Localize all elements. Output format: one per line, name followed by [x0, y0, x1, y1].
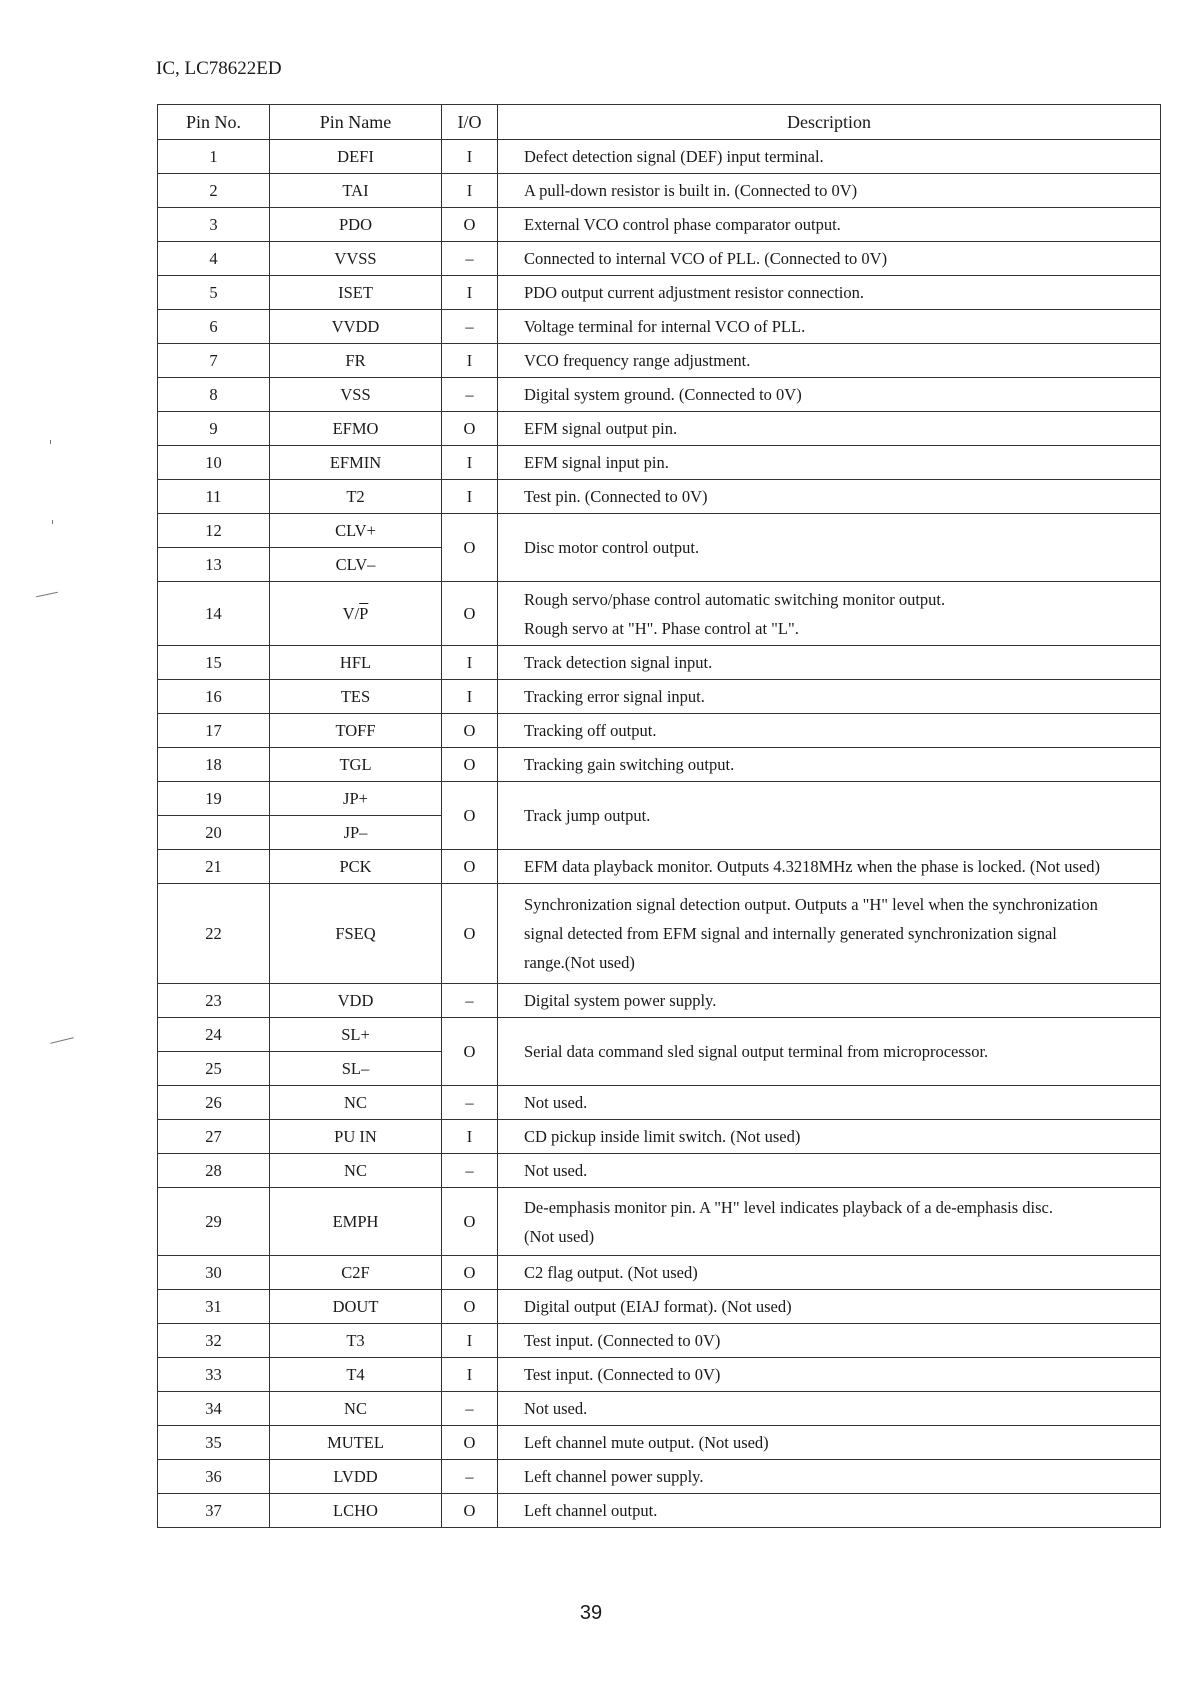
table-row: [158, 276, 1161, 310]
pin-io: I: [442, 646, 498, 680]
pin-io: I: [442, 140, 498, 174]
pin-number: 25: [158, 1052, 270, 1086]
pin-description: Tracking error signal input.: [498, 680, 1161, 714]
pin-description: PDO output current adjustment resistor connection.: [498, 276, 1161, 310]
pin-io: –: [442, 378, 498, 412]
pin-io: –: [442, 1154, 498, 1188]
pin-name-overline: $\overline{P}$: [359, 603, 369, 623]
pin-number: 33: [158, 1358, 270, 1392]
pin-number: 15: [158, 646, 270, 680]
table-row: [158, 782, 1161, 816]
table-row: [158, 446, 1161, 480]
pin-io: I: [442, 276, 498, 310]
pin-name: FR: [270, 344, 442, 378]
scan-mark: [50, 440, 51, 444]
pin-description: Not used.: [498, 1086, 1161, 1120]
description-line: Rough servo at "H". Phase control at "L".: [524, 618, 799, 638]
table-header-row: [158, 105, 1161, 140]
table-row: [158, 1188, 1161, 1256]
pin-name: LCHO: [270, 1494, 442, 1528]
pin-description: External VCO control phase comparator output.: [498, 208, 1161, 242]
pin-description: [498, 884, 1161, 984]
pin-name: DOUT: [270, 1290, 442, 1324]
pin-io: O: [442, 514, 498, 582]
scan-mark: [50, 1037, 74, 1044]
document-title: IC, LC78622ED: [156, 58, 282, 79]
pin-number: 24: [158, 1018, 270, 1052]
pin-name: T3: [270, 1324, 442, 1358]
pin-number: 14: [158, 582, 270, 646]
pin-io: I: [442, 480, 498, 514]
pin-io: O: [442, 1426, 498, 1460]
table-row: [158, 582, 1161, 646]
pin-description: EFM signal input pin.: [498, 446, 1161, 480]
header-io: I/O: [442, 105, 498, 140]
table-row: [158, 208, 1161, 242]
pin-name-prefix: V/: [342, 603, 360, 623]
pin-number: 26: [158, 1086, 270, 1120]
pin-name: VDD: [270, 984, 442, 1018]
pin-number: 29: [158, 1188, 270, 1256]
pin-io: O: [442, 884, 498, 984]
table-row: [158, 378, 1161, 412]
pin-number: 27: [158, 1120, 270, 1154]
pin-name: VVDD: [270, 310, 442, 344]
pin-io: I: [442, 174, 498, 208]
pin-name: MUTEL: [270, 1426, 442, 1460]
table-row: [158, 514, 1161, 548]
pin-description: Test input. (Connected to 0V): [498, 1324, 1161, 1358]
pin-description: Not used.: [498, 1154, 1161, 1188]
pin-io: I: [442, 446, 498, 480]
pin-name: CLV+: [270, 514, 442, 548]
pin-io: –: [442, 984, 498, 1018]
pin-name: EFMO: [270, 412, 442, 446]
table-row: [158, 748, 1161, 782]
pin-io: O: [442, 1018, 498, 1086]
pin-io: I: [442, 1358, 498, 1392]
pin-number: 19: [158, 782, 270, 816]
description-line: Rough servo/phase control automatic switching monitor output.: [524, 589, 946, 609]
pin-name: FSEQ: [270, 884, 442, 984]
pin-number: 1: [158, 140, 270, 174]
pin-description: Serial data command sled signal output terminal from microprocessor.: [498, 1018, 1161, 1086]
pin-name: JP+: [270, 782, 442, 816]
pin-io: O: [442, 582, 498, 646]
pin-description: Connected to internal VCO of PLL. (Connected to 0V): [498, 242, 1161, 276]
pin-name: TGL: [270, 748, 442, 782]
pin-number: 36: [158, 1460, 270, 1494]
pin-name: VSS: [270, 378, 442, 412]
pin-name: SL+: [270, 1018, 442, 1052]
pin-io: O: [442, 714, 498, 748]
pin-name: T2: [270, 480, 442, 514]
pin-name: LVDD: [270, 1460, 442, 1494]
description-line: signal detected from EFM signal and internally generated synchronization signal: [524, 924, 1057, 943]
pin-description: Disc motor control output.: [498, 514, 1161, 582]
pin-description: VCO frequency range adjustment.: [498, 344, 1161, 378]
table-row: [158, 140, 1161, 174]
pin-description: EFM data playback monitor. Outputs 4.3218MHz when the phase is locked. (Not used): [498, 850, 1161, 884]
pin-io: I: [442, 680, 498, 714]
pin-description: Left channel power supply.: [498, 1460, 1161, 1494]
pin-name: SL–: [270, 1052, 442, 1086]
pin-number: 12: [158, 514, 270, 548]
pin-description: Voltage terminal for internal VCO of PLL.: [498, 310, 1161, 344]
description-line: De-emphasis monitor pin. A "H" level indicates playback of a de-emphasis disc.: [524, 1197, 1053, 1217]
pin-name: C2F: [270, 1256, 442, 1290]
table-row: [158, 1256, 1161, 1290]
table-row: [158, 1324, 1161, 1358]
table-row: [158, 480, 1161, 514]
table-row: [158, 1120, 1161, 1154]
pin-number: 35: [158, 1426, 270, 1460]
pin-description: Track detection signal input.: [498, 646, 1161, 680]
pin-io: O: [442, 412, 498, 446]
pin-number: 20: [158, 816, 270, 850]
pin-description: Digital system power supply.: [498, 984, 1161, 1018]
pin-io: O: [442, 850, 498, 884]
table-row: [158, 412, 1161, 446]
pin-description: Test input. (Connected to 0V): [498, 1358, 1161, 1392]
scan-mark: [52, 520, 53, 524]
pin-name: T4: [270, 1358, 442, 1392]
pin-name: NC: [270, 1154, 442, 1188]
pin-description: Defect detection signal (DEF) input terminal.: [498, 140, 1161, 174]
pin-description: [498, 1188, 1161, 1256]
table-row: [158, 1392, 1161, 1426]
pin-description: Left channel mute output. (Not used): [498, 1426, 1161, 1460]
pin-description: Track jump output.: [498, 782, 1161, 850]
pin-number: 21: [158, 850, 270, 884]
pin-io: I: [442, 1324, 498, 1358]
pin-number: 3: [158, 208, 270, 242]
pin-io: –: [442, 1086, 498, 1120]
table-row: [158, 174, 1161, 208]
pin-number: 30: [158, 1256, 270, 1290]
table-row: [158, 714, 1161, 748]
pin-name: TOFF: [270, 714, 442, 748]
table-row: [158, 1154, 1161, 1188]
pin-io: O: [442, 748, 498, 782]
header-pin-name: Pin Name: [270, 105, 442, 140]
pin-name: PDO: [270, 208, 442, 242]
description-line: Synchronization signal detection output. Outputs a "H" level when the synchronization: [524, 895, 1098, 914]
table-row: [158, 984, 1161, 1018]
pin-io: –: [442, 1392, 498, 1426]
pin-description: Digital output (EIAJ format). (Not used): [498, 1290, 1161, 1324]
pin-io: O: [442, 782, 498, 850]
table-row: [158, 344, 1161, 378]
table-row: [158, 680, 1161, 714]
pin-description: EFM signal output pin.: [498, 412, 1161, 446]
pin-io: O: [442, 1188, 498, 1256]
pin-name: [270, 582, 442, 646]
pin-io: I: [442, 1120, 498, 1154]
pin-number: 37: [158, 1494, 270, 1528]
table-row: [158, 1018, 1161, 1052]
pin-io: I: [442, 344, 498, 378]
pin-io: –: [442, 1460, 498, 1494]
pin-number: 22: [158, 884, 270, 984]
pin-number: 13: [158, 548, 270, 582]
pin-number: 4: [158, 242, 270, 276]
table-row: [158, 850, 1161, 884]
pin-description: Not used.: [498, 1392, 1161, 1426]
pin-name: TES: [270, 680, 442, 714]
pin-name: PU IN: [270, 1120, 442, 1154]
pin-description: Test pin. (Connected to 0V): [498, 480, 1161, 514]
pin-description: Tracking off output.: [498, 714, 1161, 748]
pin-name: TAI: [270, 174, 442, 208]
table-row: [158, 1290, 1161, 1324]
pin-number: 32: [158, 1324, 270, 1358]
pin-io: O: [442, 208, 498, 242]
description-line: (Not used): [524, 1226, 595, 1246]
pin-io: O: [442, 1256, 498, 1290]
pin-name: CLV–: [270, 548, 442, 582]
pin-number: 16: [158, 680, 270, 714]
table-row: [158, 1426, 1161, 1460]
table-row: [158, 1460, 1161, 1494]
pin-name: EMPH: [270, 1188, 442, 1256]
pin-number: 6: [158, 310, 270, 344]
pin-io: –: [442, 242, 498, 276]
description-line: range.(Not used): [524, 953, 635, 972]
pin-number: 11: [158, 480, 270, 514]
header-pin-no: Pin No.: [158, 105, 270, 140]
scan-mark: [36, 592, 58, 598]
table-row: [158, 1358, 1161, 1392]
pin-description: C2 flag output. (Not used): [498, 1256, 1161, 1290]
pin-number: 34: [158, 1392, 270, 1426]
pin-io: –: [442, 310, 498, 344]
pin-number: 18: [158, 748, 270, 782]
pin-number: 28: [158, 1154, 270, 1188]
table-row: [158, 1086, 1161, 1120]
pin-number: 31: [158, 1290, 270, 1324]
page-number: 39: [579, 1602, 603, 1624]
pin-name: EFMIN: [270, 446, 442, 480]
pin-name: NC: [270, 1086, 442, 1120]
table-row: [158, 646, 1161, 680]
table-row: [158, 242, 1161, 276]
pin-number: 2: [158, 174, 270, 208]
pin-description: A pull-down resistor is built in. (Connected to 0V): [498, 174, 1161, 208]
header-description: Description: [498, 105, 1161, 140]
pin-description: [498, 582, 1161, 646]
pin-number: 17: [158, 714, 270, 748]
pin-description: Digital system ground. (Connected to 0V): [498, 378, 1161, 412]
pin-description: CD pickup inside limit switch. (Not used): [498, 1120, 1161, 1154]
pin-io: O: [442, 1494, 498, 1528]
pin-number: 9: [158, 412, 270, 446]
pin-name: HFL: [270, 646, 442, 680]
table-row: [158, 884, 1161, 984]
pin-number: 10: [158, 446, 270, 480]
pin-name: VVSS: [270, 242, 442, 276]
pin-description: Left channel output.: [498, 1494, 1161, 1528]
pin-name: PCK: [270, 850, 442, 884]
pin-description: Tracking gain switching output.: [498, 748, 1161, 782]
table-row: [158, 310, 1161, 344]
pin-description-table: [157, 104, 1161, 1528]
pin-name: NC: [270, 1392, 442, 1426]
pin-number: 7: [158, 344, 270, 378]
table-row: [158, 1494, 1161, 1528]
pin-number: 5: [158, 276, 270, 310]
pin-number: 23: [158, 984, 270, 1018]
pin-io: O: [442, 1290, 498, 1324]
pin-name: ISET: [270, 276, 442, 310]
pin-name: DEFI: [270, 140, 442, 174]
pin-number: 8: [158, 378, 270, 412]
pin-name: JP–: [270, 816, 442, 850]
